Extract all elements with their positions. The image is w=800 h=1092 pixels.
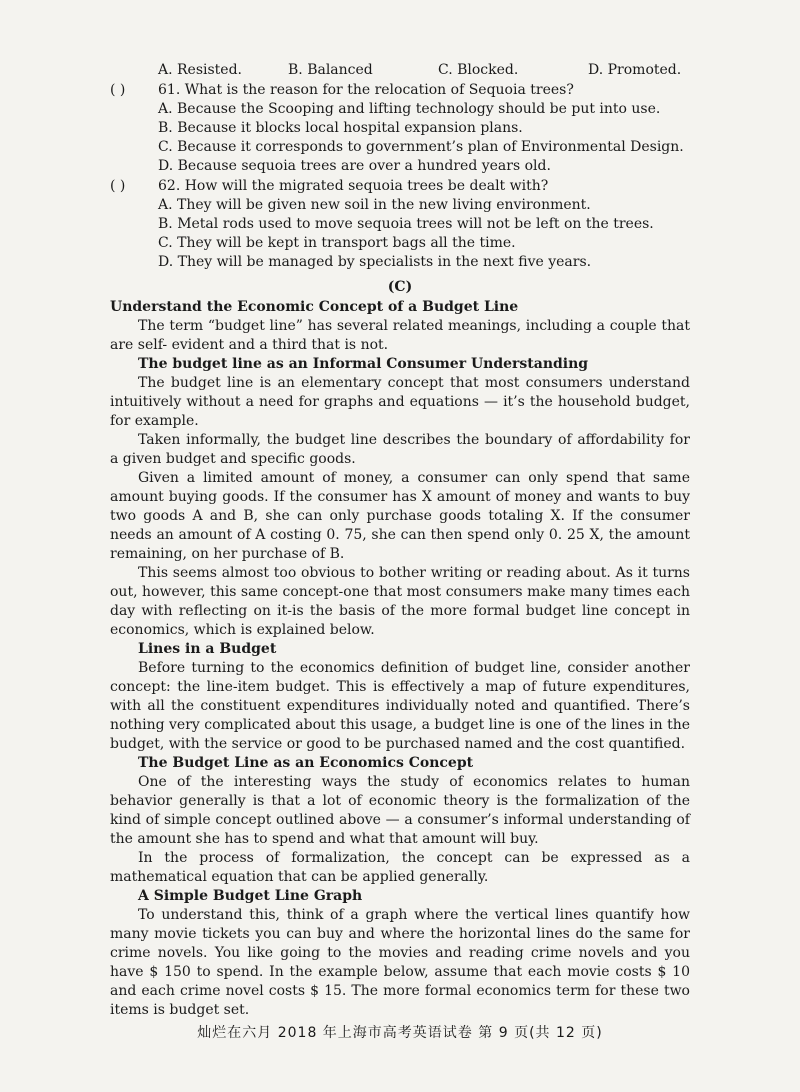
q62-stem-text: 62. How will the migrated sequoia trees be dealt with?	[158, 178, 549, 194]
para-lines	[110, 659, 690, 754]
q61-stem	[110, 80, 690, 100]
q60-options	[110, 60, 690, 80]
q60-option-b: B. Balanced	[288, 62, 373, 78]
para-econ-2	[110, 849, 690, 887]
para-informal-2	[110, 431, 690, 469]
q62-option-b: B. Metal rods used to move sequoia trees will not be left on the trees.	[158, 216, 654, 232]
heading-lines: Lines in a Budget	[138, 641, 277, 657]
q60-option-a: A. Resisted.	[158, 62, 243, 78]
para-econ-1-text: One of the interesting ways the study of economics relates to human behavior generally is that a lot of economic theory is the formalization of the kind of simple concept outlined above — a consumer’s informal understanding of the amount she has to spend and what that amount will buy.	[110, 774, 690, 847]
q62-option-d: D. They will be managed by specialists in the next five years.	[158, 254, 592, 270]
heading-informal: The budget line as an Informal Consumer Understanding	[138, 356, 589, 372]
article-intro-text: The term “budget line” has several related meanings, including a couple that are self- evident and a third that is not.	[110, 318, 690, 353]
para-informal-1	[110, 374, 690, 431]
q62-option-a: A. They will be given new soil in the new living environment.	[158, 197, 591, 213]
section-label: (C)	[387, 279, 413, 295]
heading-graph: A Simple Budget Line Graph	[138, 888, 363, 904]
q60-option-d: D. Promoted.	[588, 62, 682, 78]
para-econ-1	[110, 773, 690, 849]
page-footer: 灿烂在六月 2018 年上海市高考英语试卷 第 9 页(共 12 页)	[197, 1025, 603, 1041]
q62-answer-blank: ( )	[110, 178, 126, 194]
q61-answer-blank: ( )	[110, 82, 126, 98]
q61-option-c: C. Because it corresponds to government’s plan of Environmental Design.	[158, 139, 684, 155]
heading-econ: The Budget Line as an Economics Concept	[138, 755, 474, 771]
para-informal-3-text: Given a limited amount of money, a consumer can only spend that same amount buying goods. If the consumer has X amount of money and wants to buy two goods A and B, she can only purchase goods totaling X. If the consumer needs an amount of A costing 0. 75, she can then spend only 0. 25 X, the amount remaining, on her purchase of B.	[110, 470, 690, 562]
article-intro	[110, 317, 690, 355]
para-graph-text: To understand this, think of a graph where the vertical lines quantify how many movie tickets you can buy and where the horizontal lines do the same for crime novels. You like going to the movies and reading crime novels and you have $ 150 to spend. In the example below, assume that each movie costs $ 10 and each crime novel costs $ 15. The more formal economics term for these two items is budget set.	[110, 907, 690, 1018]
q62-stem	[110, 176, 690, 196]
para-informal-2-text: Taken informally, the budget line describes the boundary of affordability for a given budget and specific goods.	[110, 432, 690, 467]
para-informal-1-text: The budget line is an elementary concept that most consumers understand intuitively without a need for graphs and equations — it’s the household budget, for example.	[110, 375, 690, 429]
q60-option-c: C. Blocked.	[438, 62, 519, 78]
para-graph	[110, 906, 690, 1020]
q62-option-c: C. They will be kept in transport bags all the time.	[158, 235, 516, 251]
para-informal-3	[110, 469, 690, 564]
q61-option-d: D. Because sequoia trees are over a hundred years old.	[158, 158, 551, 174]
para-informal-4-text: This seems almost too obvious to bother writing or reading about. As it turns out, however, this same concept-one that most consumers make many times each day with reflecting on it-is the basis of the more formal budget line concept in economics, which is explained below.	[110, 565, 690, 638]
para-econ-2-text: In the process of formalization, the concept can be expressed as a mathematical equation that can be applied generally.	[110, 850, 690, 885]
q61-stem-text: 61. What is the reason for the relocation of Sequoia trees?	[158, 82, 574, 98]
para-lines-text: Before turning to the economics definition of budget line, consider another concept: the line-item budget. This is effectively a map of future expenditures, with all the constituent expenditures individually noted and quantified. There’s nothing very complicated about this usage, a budget line is one of the lines in the budget, with the service or good to be purchased named and the cost quantified.	[110, 660, 690, 752]
article-title: Understand the Economic Concept of a Budget Line	[110, 299, 519, 315]
para-informal-4	[110, 564, 690, 640]
q61-option-b: B. Because it blocks local hospital expansion plans.	[158, 120, 523, 136]
q61-option-a: A. Because the Scooping and lifting technology should be put into use.	[158, 101, 661, 117]
